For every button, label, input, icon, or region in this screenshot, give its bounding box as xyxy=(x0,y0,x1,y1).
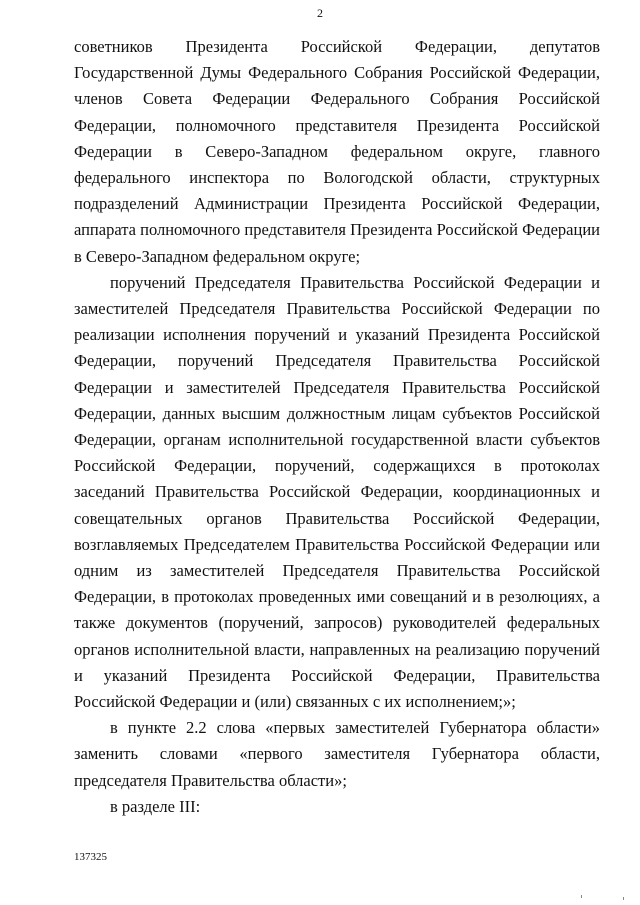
document-code: 137325 xyxy=(74,851,107,863)
paragraph-government-instructions: поручений Председателя Правительства Российской Федерации и заместителей Председателя Правительства Российской Федерации по реализации исполнения поручений и указаний Президента Российской Федерации, поручений Председателя Правительства Российской Федерации и заместителей Председателя Правительства Российской Федерации, данных высшим должностным лицам субъектов Российской Федерации, органам исполнительной государственной власти субъектов Российской Федерации, поручений, содержащихся в протоколах заседаний Правительства Российской Федерации, координационных и совещательных органов Правительства Российской Федерации, возглавляемых Председателем Правительства Российской Федерации или одним из заместителей Председателя Правительства Российской Федерации, в протоколах проведенных ими совещаний и в резолюциях, а также документов (поручений, запросов) руководителей федеральных органов исполнительной власти, направленных на реализацию поручений и указаний Президента Российской Федерации, Правительства Российской Федерации и (или) связанных с их исполнением;»; xyxy=(74,272,600,712)
scan-mark xyxy=(581,895,582,898)
scan-mark xyxy=(623,897,624,900)
paragraph-clause-2-2: в пункте 2.2 слова «первых заместителей Губернатора области» заменить словами «первого заместителя Губернатора области, председателя Правительства области»; xyxy=(74,718,600,790)
page-number: 2 xyxy=(317,6,323,20)
document-body xyxy=(74,34,600,820)
paragraph-section-iii: в разделе III: xyxy=(110,796,201,816)
paragraph-advisers: советников Президента Российской Федерации, депутатов Государственной Думы Федерального Собрания Российской Федерации, членов Совета Федерации Федерального Собрания Российской Федерации, полномочного представителя Президента Российской Федерации в Северо-Западном федеральном округе, главного федерального инспектора по Вологодской области, структурных подразделений Администрации Президента Российской Федерации, аппарата полномочного представителя Президента Российской Федерации в Северо-Западном федеральном округе; xyxy=(74,37,600,266)
